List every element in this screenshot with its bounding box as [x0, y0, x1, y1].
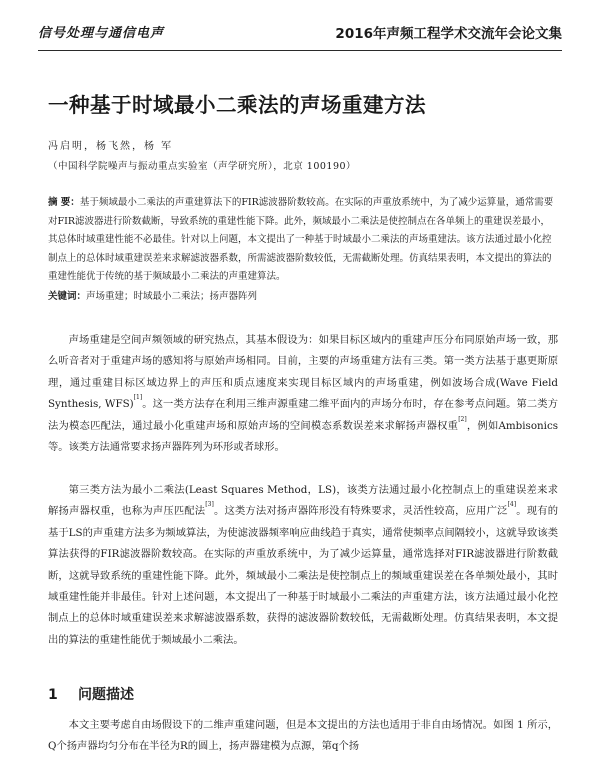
- keywords-text: 声场重建；时域最小二乘法；扬声器阵列: [86, 291, 258, 302]
- paragraph-text: 声场重建是空间声频领域的研究热点，其基本假设为：如果目标区域内的重建声压分布同原始声场一致，那么听音者对于重建声场的感知将与原始声场相同。目前，主要的声场重建方法有三类。第一类方法基于惠更斯原理，通过重建目标区域边界上的声压和质点速度来实现目标区域内的声场重建，例如波场合成(Wave Field Synthesis, WFS): [48, 334, 558, 411]
- paragraph-text: ，例如Ambisonics等。该类方法通常要求扬声器阵列为环形或者球形。: [48, 419, 559, 454]
- keywords: [48, 288, 558, 306]
- paragraph-text: 。这一类方法存在利用三维声源重建二维平面内的声场分布时，存在参考点问题。第二类方法为模态匹配法，通过最小化重建声场和原始声场的空间模态系数误差来求解扬声器权重: [48, 398, 558, 432]
- section-1-paragraph: 本文主要考虑自由场假设下的二维声重建问题，但是本文提出的方法也适用于非自由场情况。如图 1 所示，Q个扬声器均匀分布在半径为R的圆上，扬声器建模为点源，第q个扬: [48, 719, 558, 753]
- intro-paragraph-2: [48, 480, 558, 651]
- intro-paragraph-1: [48, 330, 558, 458]
- header-proceedings-name: 2016年声频工程学术交流年会论文集: [335, 26, 562, 42]
- author-list: 冯启明，杨飞然，杨 军: [48, 141, 174, 152]
- section-heading: [48, 684, 134, 704]
- section-title: 问题描述: [78, 687, 134, 703]
- section-number: 1: [48, 687, 58, 703]
- citation: [2]: [458, 415, 467, 423]
- header-rule: [38, 50, 562, 51]
- abstract-label: 摘 要：: [48, 197, 80, 208]
- citation: [1]: [133, 394, 143, 402]
- citation: [3]: [205, 501, 214, 509]
- running-header: [38, 22, 562, 46]
- paragraph-text: 。这类方法对扬声器阵形没有特殊要求，灵活性较高，应用广泛: [213, 505, 508, 518]
- paragraph-text: 第三类方法为最小二乘法(Least Squares Method，LS)，该类方法通过最小化控制点上的重建误差来求解扬声器权重，也称为声压匹配法: [48, 484, 558, 518]
- header-section-name: 信号处理与通信电声: [38, 26, 165, 41]
- paragraph-text: 。现有的基于LS的声重建方法多为频域算法，为使滤波器频率响应曲线趋于真实，通常使频率点间隔较小，这就导致该类算法获得的FIR滤波器阶数较高。在实际的声重放系统中，为了减少运算量，通常选择对FIR滤波器进行阶数截断，这就导致系统的重建性能下降。此外，频域最小二乘法是使控制点上的频域重建误差在各单频处最小，其时域重建性能并非最佳。针对上述问题，本文提出了一种基于时域最小二乘法的声重建方法，该方法通过最小化控制点上的总体时域重建误差来求解滤波器系数，获得的滤波器阶数较低，无需截断处理。仿真结果表明，本文提出的算法的重建性能优于频域最小二乘法。: [48, 505, 559, 646]
- keywords-label: 关键词：: [48, 291, 87, 302]
- paper-title: 一种基于时域最小二乘法的声场重建方法: [48, 93, 426, 117]
- affiliation: （中国科学院噪声与振动重点实验室（声学研究所），北京 100190）: [48, 161, 357, 172]
- abstract: [48, 194, 558, 287]
- abstract-text: 基于频域最小二乘法的声重建算法下的FIR滤波器阶数较高。在实际的声重放系统中，为了减少运算量，通常需要对FIR滤波器进行阶数截断，导致系统的重建性能下降。此外，频域最小二乘法是使控制点在各单频上的重建误差最小，其总体时域重建性能不必最佳。针对以上问题，本文提出了一种基于时域最小二乘法的声场重建法。该方法通过最小化控制点上的总体时域重建误差来求解滤波器系数，所需滤波器阶数较低，无需截断处理。仿真结果表明，本文提出的算法的重建性能优于传统的基于频域最小二乘法的声重建算法。: [48, 197, 554, 282]
- citation: [4]: [507, 501, 517, 509]
